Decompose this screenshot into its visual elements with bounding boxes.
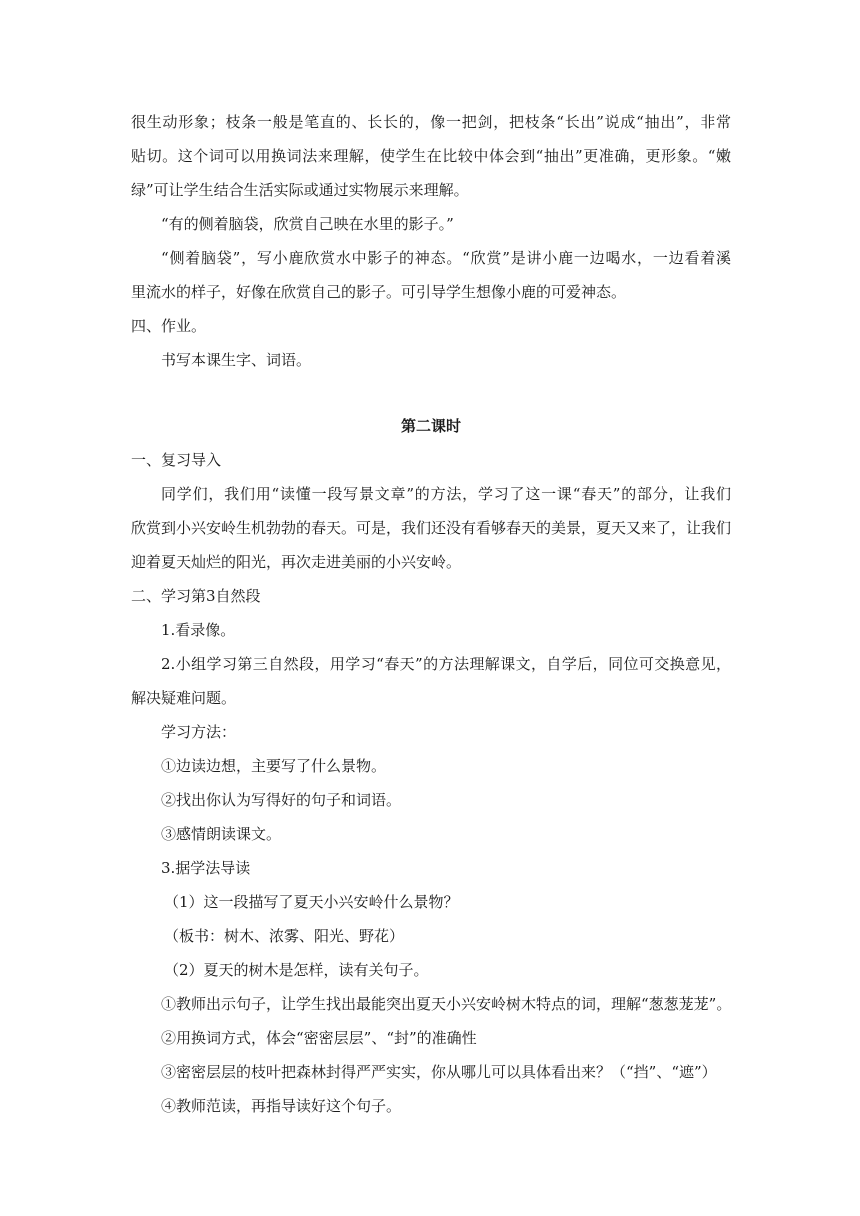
method-item: ③感情朗读课文。 bbox=[161, 825, 282, 843]
quote-line: “有的侧着脑袋，欣赏自己映在水里的影子。” bbox=[161, 215, 454, 233]
section-title: 第二课时 bbox=[400, 417, 461, 435]
question-line: （1）这一段描写了夏天小兴安岭什么景物？ bbox=[164, 893, 459, 911]
paragraph-line: 欣赏到小兴安岭生机勃勃的春天。可是，我们还没有看够春天的美景，夏天又来了，让我们 bbox=[131, 519, 732, 537]
heading-homework: 四、作业。 bbox=[131, 317, 207, 335]
method-item: ①边读边想，主要写了什么景物。 bbox=[161, 757, 387, 775]
paragraph-line: 贴切。这个词可以用换词法来理解，使学生在比较中体会到“抽出”更准确，更形象。“嫩 bbox=[131, 147, 731, 165]
step-line: 1.看录像。 bbox=[161, 621, 236, 639]
paragraph-line: “侧着脑袋”，写小鹿欣赏水中影子的神态。“欣赏”是讲小鹿一边喝水，一边看着溪 bbox=[161, 249, 731, 267]
method-item: ②找出你认为写得好的句子和词语。 bbox=[161, 791, 402, 809]
homework-text: 书写本课生字、词语。 bbox=[161, 351, 312, 369]
paragraph-line: 绿”可让学生结合生活实际或通过实物展示来理解。 bbox=[131, 181, 469, 199]
question-line: （2）夏天的树木是怎样，读有关句子。 bbox=[164, 961, 429, 979]
step-item: ③密密层层的枝叶把森林封得严严实实，你从哪儿可以具体看出来？（“挡”、“遮”） bbox=[161, 1063, 717, 1081]
heading-review: 一、复习导入 bbox=[131, 451, 222, 469]
step-line: 3.据学法导读 bbox=[161, 859, 251, 877]
step-item: ④教师范读，再指导读好这个句子。 bbox=[161, 1097, 402, 1115]
paragraph-line: 同学们，我们用“读懂一段写景文章”的方法，学习了这一课“春天”的部分，让我们 bbox=[161, 485, 731, 503]
method-label: 学习方法： bbox=[161, 723, 237, 741]
heading-study: 二、学习第3自然段 bbox=[131, 587, 261, 605]
paragraph-line: 很生动形象；枝条一般是笔直的、长长的，像一把剑，把枝条“长出”说成“抽出”，非常 bbox=[131, 113, 731, 131]
step-item: ②用换词方式，体会“密密层层”、“封”的准确性 bbox=[161, 1029, 477, 1047]
step-line: 2.小组学习第三自然段，用学习“春天”的方法理解课文，自学后，同位可交换意见， bbox=[161, 655, 731, 673]
step-item: ①教师出示句子，让学生找出最能突出夏天小兴安岭树木特点的词，理解“葱葱茏茏”。 bbox=[161, 995, 732, 1013]
step-line: 解决疑难问题。 bbox=[131, 689, 237, 707]
board-note: （板书：树木、浓雾、阳光、野花） bbox=[164, 927, 405, 945]
paragraph-line: 里流水的样子，好像在欣赏自己的影子。可引导学生想像小鹿的可爱神态。 bbox=[131, 283, 627, 301]
paragraph-line: 迎着夏天灿烂的阳光，再次走进美丽的小兴安岭。 bbox=[131, 553, 462, 571]
